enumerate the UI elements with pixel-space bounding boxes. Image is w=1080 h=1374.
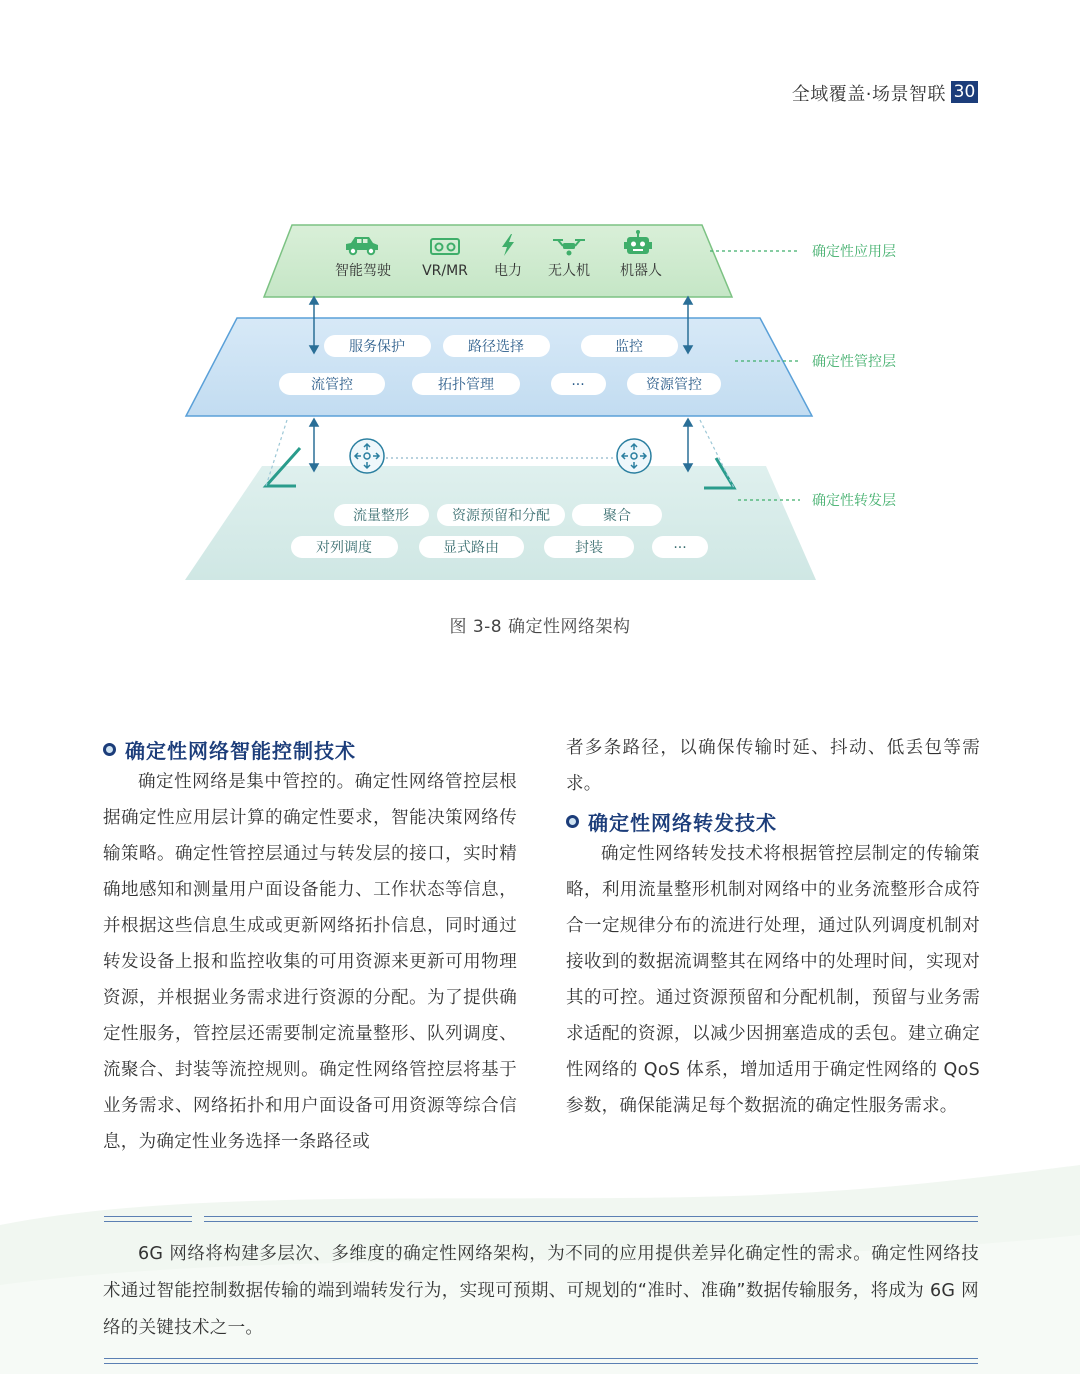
bullet-icon — [103, 743, 116, 756]
router-icon — [350, 439, 384, 473]
app-item-autonomous-driving: 智能驾驶 — [335, 263, 391, 279]
divider-rule — [204, 1216, 978, 1222]
control-pill — [581, 335, 678, 357]
section1-body: 确定性网络是集中管控的。确定性网络管控层根据确定性应用层计算的确定性要求，智能决策网络传输策略。确定性管控层通过与转发层的接口，实时精确地感知和测量用户面设备能力、工作状态等信息，并根据这些信息生成或更新网络拓扑信息，同时通过转发设备上报和监控收集的可用资源来更新可用物理资源，并根据业务需求进行资源的分配。为了提供确定性服务，管控层还需要制定流量整形、队列调度、流聚合、封装等流控规则。确定性网络管控层将基于业务需求、网络拓扑和用户面设备可用资源等综合信息，为确定性业务选择一条路径或 — [103, 772, 517, 1152]
forward-pill — [437, 504, 565, 526]
svg-text:显式路由: 显式路由 — [443, 540, 499, 556]
svg-text:流量整形: 流量整形 — [353, 508, 409, 524]
section2-body: 确定性网络转发技术将根据管控层制定的传输策略，利用流量整形机制对网络中的业务流整形合成符合一定规律分布的流进行处理，通过队列调度机制对接收到的数据流调整其在网络中的处理时间，实现对其的可控。通过资源预留和分配机制，预留与业务需求适配的资源，以减少因拥塞造成的丢包。建立确定性网络的 QoS 体系，增加适用于确定性网络的 QoS 参数，确保能满足每个数据流的确定性服务需求。 — [566, 844, 980, 1116]
section-heading-control — [103, 735, 356, 764]
divider-rule — [104, 1358, 978, 1364]
layer-label-application: 确定性应用层 — [812, 244, 896, 260]
section2-title: 确定性网络转发技术 — [588, 811, 777, 835]
svg-text:服务保护: 服务保护 — [349, 339, 405, 355]
control-pill — [412, 373, 520, 395]
control-pill — [443, 335, 550, 357]
layer-label-control: 确定性管控层 — [812, 354, 896, 370]
control-pill — [551, 373, 606, 395]
section1-continuation: 者多条路径，以确保传输时延、抖动、低丢包等需求。 — [566, 738, 980, 794]
svg-text:流管控: 流管控 — [311, 377, 353, 393]
forward-pill — [419, 536, 524, 558]
svg-text:资源预留和分配: 资源预留和分配 — [452, 508, 550, 524]
forward-pill — [652, 536, 708, 558]
svg-text:封装: 封装 — [575, 540, 603, 556]
app-item-vr-mr: VR/MR — [422, 263, 468, 279]
svg-text:聚合: 聚合 — [603, 508, 631, 524]
section-heading-forwarding — [566, 807, 777, 836]
network-architecture-diagram — [0, 200, 1080, 600]
app-item-power: 电力 — [494, 263, 522, 279]
figure-caption: 图 3-8 确定性网络架构 — [449, 617, 631, 637]
svg-text:对列调度: 对列调度 — [316, 540, 372, 556]
svg-text:···: ··· — [571, 377, 585, 393]
divider-rule — [104, 1216, 192, 1222]
router-icon — [617, 439, 651, 473]
svg-text:路径选择: 路径选择 — [468, 339, 524, 355]
app-item-drone: 无人机 — [548, 263, 590, 279]
bullet-icon — [566, 815, 579, 828]
forward-pill — [291, 536, 398, 558]
forward-pill — [334, 504, 429, 526]
control-pill — [279, 373, 385, 395]
control-pill — [324, 335, 431, 357]
app-item-robot: 机器人 — [620, 263, 662, 279]
control-pill — [627, 373, 721, 395]
layer-label-forwarding: 确定性转发层 — [812, 493, 896, 509]
application-layer-plane — [264, 225, 732, 297]
svg-text:···: ··· — [673, 540, 687, 556]
section1-title: 确定性网络智能控制技术 — [125, 739, 356, 763]
svg-text:拓扑管理: 拓扑管理 — [438, 377, 494, 393]
control-layer-plane — [186, 318, 812, 416]
svg-text:资源管控: 资源管控 — [646, 377, 702, 393]
summary-text: 6G 网络将构建多层次、多维度的确定性网络架构，为不同的应用提供差异化确定性的需求。确定性网络技术通过智能控制数据传输的端到端转发行为，实现可预期、可规划的“准时、准确”数据传输服务，将成为 6G 网络的关键技术之一。 — [103, 1244, 979, 1338]
forward-pill — [544, 536, 634, 558]
forward-pill — [572, 504, 662, 526]
svg-text:监控: 监控 — [615, 339, 643, 355]
header-title: 全域覆盖·场景智联 — [791, 84, 946, 105]
page-number: 30 — [951, 81, 978, 103]
